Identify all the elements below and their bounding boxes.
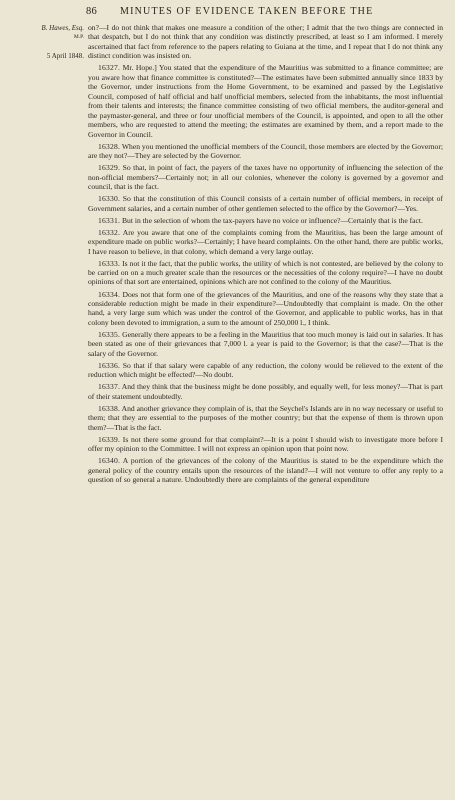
question-number: 16334. bbox=[98, 289, 121, 299]
paragraph bbox=[88, 163, 443, 191]
question-number: 16331. bbox=[98, 215, 121, 225]
paragraph bbox=[88, 404, 443, 432]
paragraph-text: Generally there appears to be a feeling in the Mauritius that too much money is laid out in salaries. It has been stated as one of their grievances that 7,000 l. a year is paid to the Governor; is that the case?—That is the salary of the Governor. bbox=[88, 329, 443, 358]
paragraph-text: Does not that form one of the grievances of the Mauritius, and one of the reasons why they state that a considerable reduction might be made in their expenditure?—Undoubtedly that complaint is made. On the other hand, a very large sum which was under the control of the Governor, and applicable to public works, has in that colony been devoted to immigration, a sum to the amount of 250,000 l., I think. bbox=[88, 289, 443, 327]
paragraph bbox=[88, 23, 443, 61]
paragraph-text: A portion of the grievances of the colony of the Mauritius is stated to be the expenditure which the general policy of the country entails upon the resources of the island?—I will not venture to offer any reply to a question of so general a nature. Undoubtedly there are complaints of the general expenditure bbox=[88, 456, 443, 485]
margin-note bbox=[28, 24, 84, 61]
paragraph-text: So that, in point of fact, the payers of the taxes have no opportunity of influencing the selection of the non-official members?—Certainly not; in all our colonies, whenever the colony is governed by a governor and council, that is the fact. bbox=[88, 163, 443, 192]
witness-name: B. Hawes, Esq. bbox=[41, 24, 84, 32]
paragraph bbox=[88, 382, 443, 401]
question-number: 16328. bbox=[98, 141, 121, 151]
page-number: 86 bbox=[86, 6, 98, 17]
paragraph-text: And they think that the business might be done possibly, and equally well, for less money?—That is part of their statement undoubtedly. bbox=[88, 382, 443, 401]
paragraph-text: So that if that salary were capable of any reduction, the colony would be relieved to the extent of the reduction which might be effected?—No doubt. bbox=[88, 360, 443, 380]
paragraph bbox=[88, 330, 443, 358]
paragraph-text: When you mentioned the unofficial members of the Council, those members are elected by the Governor; are they not?—They are selected by the Governor. bbox=[88, 141, 443, 161]
paragraph bbox=[88, 435, 443, 454]
paragraph-text: So that the constitution of this Council consists of a certain number of official members, in receipt of Government salaries, and a certain number of other gentlemen selected to the office by the Governor?—Yes. bbox=[88, 194, 443, 213]
running-title: MINUTES OF EVIDENCE TAKEN BEFORE THE bbox=[120, 6, 374, 17]
question-number: 16337. bbox=[98, 382, 121, 392]
paragraph bbox=[88, 456, 443, 484]
paragraph-text: Is not it the fact, that the public works, the utility of which is not contested, are believed by the colony to be carried on on a much greater scale than the resources or the necessities of the colony require?—I have no doubt opinions of that sort are entertained, opinions which are not confined to the colony of the Mauritius. bbox=[88, 258, 443, 287]
paragraph bbox=[88, 194, 443, 213]
paragraph-text: But in the selection of whom the tax-payers have no voice or influence?—Certainly that is the fact. bbox=[120, 215, 423, 225]
paragraph bbox=[88, 259, 443, 287]
paragraph bbox=[88, 216, 443, 225]
question-number: 16330. bbox=[98, 194, 121, 204]
question-number: 16335. bbox=[98, 329, 121, 339]
question-number: 16338. bbox=[98, 403, 121, 413]
paragraph-text: Are you aware that one of the complaints coming from the Mauritius, has been the large amount of expenditure made on public works?—Certainly; I have heard complaints. On the other hand, there are public works, I have reason to believe, in that colony, which demand a very large outlay. bbox=[88, 227, 443, 256]
paragraph bbox=[88, 228, 443, 256]
question-number: 16333. bbox=[98, 258, 121, 268]
question-number: 16332. bbox=[98, 227, 121, 237]
question-number: 16336. bbox=[98, 360, 121, 370]
evidence-date: 5 April 1848. bbox=[46, 52, 84, 60]
paragraph bbox=[88, 361, 443, 380]
paragraph-text: on?—I do not think that makes one measure a condition of the other; I admit that the two things are connected in that despatch, but I do not think that any condition was distinctly prescribed, at least so I am informed. I merely ascertained that fact from reference to the papers relating to Guiana at the time, and I repeat that I do not think any distinct condition was insisted on. bbox=[88, 23, 443, 61]
question-number: 16339. bbox=[98, 434, 121, 444]
witness-title: M.P. bbox=[73, 34, 84, 40]
question-number: 16340. bbox=[98, 456, 121, 466]
paragraph-text: Is not there some ground for that complaint?—It is a point I should wish to investigate more before I offer my opinion to the Committee. I will not express an opinion upon that point now. bbox=[88, 434, 443, 454]
question-number: 16329. bbox=[98, 163, 121, 173]
body-text bbox=[88, 23, 443, 795]
paragraph bbox=[88, 63, 443, 139]
paragraph-text: Mr. Hope.] You stated that the expenditure of the Mauritius was submitted to a finance committee; are you aware how that finance committee is constituted?—The estimates have been submitted annually since 1833 by the Governor, under instructions from the Home Government, to be examined and passed by the Legislative Council, composed of half official and half unofficial members, selected from the inhabitants, the most influential from their talents and interests; the finance committee consisting of two official members, the auditor-general and the paymaster-general, and three or four unofficial members of the Council, is appointed, and open to all the other members, who are requested to attend the meeting; the estimates are examined by them, and a report made to the Governor in Council. bbox=[88, 63, 443, 139]
paragraph bbox=[88, 142, 443, 161]
paragraph bbox=[88, 290, 443, 328]
page-header bbox=[0, 6, 455, 20]
paragraph-text: And another grievance they complain of is, that the Seychel's Islands are in no way necessary or useful to them; that they are essential to the purposes of the mother country; but that the expense of them is thrown upon them?—That is the fact. bbox=[88, 403, 443, 432]
question-number: 16327. bbox=[98, 63, 121, 73]
